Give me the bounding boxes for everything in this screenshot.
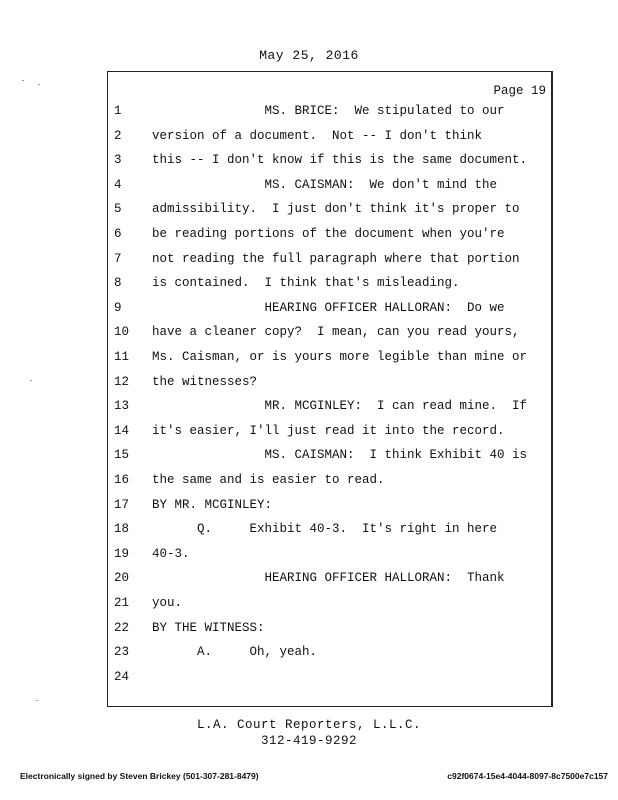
page-number: Page 19 (493, 84, 546, 98)
line-text: BY MR. MCGINLEY: (152, 497, 273, 512)
line-number: 5 (114, 202, 122, 217)
line-number: 6 (114, 227, 122, 241)
transcript-line (0, 498, 618, 522)
scan-speck (38, 84, 40, 85)
transcript-line (0, 596, 618, 620)
transcript-line (0, 301, 618, 325)
transcript-line (0, 202, 618, 226)
transcript-line (0, 399, 618, 423)
transcript-line (0, 424, 618, 448)
line-text: the same and is easier to read. (152, 473, 385, 487)
line-text: have a cleaner copy? I mean, can you read yours, (152, 325, 520, 340)
line-text: HEARING OFFICER HALLORAN: Thank (152, 571, 505, 586)
line-text: MS. CAISMAN: I think Exhibit 40 is (152, 448, 528, 463)
line-number: 8 (114, 276, 122, 291)
line-number: 19 (114, 546, 130, 561)
line-number: 7 (114, 251, 122, 266)
line-number: 3 (114, 153, 122, 168)
line-number: 10 (114, 325, 130, 340)
line-text: MS. CAISMAN: We don't mind the (152, 177, 498, 192)
line-number: 12 (114, 374, 130, 389)
transcript-line (0, 178, 618, 202)
document-id: c92f0674-15e4-4044-8097-8c7500e7c157 (447, 771, 608, 781)
transcript-line (0, 621, 618, 645)
line-number: 9 (114, 300, 122, 315)
line-number: 23 (114, 645, 130, 660)
line-text: be reading portions of the document when you're (152, 227, 505, 241)
scan-speck (30, 380, 32, 381)
transcript-line (0, 153, 618, 177)
transcript-line (0, 325, 618, 349)
transcript-line (0, 448, 618, 472)
transcript-line (0, 522, 618, 546)
line-text: the witnesses? (152, 374, 258, 389)
transcript-line (0, 276, 618, 300)
line-number: 18 (114, 522, 130, 537)
line-text: not reading the full paragraph where that portion (152, 251, 520, 266)
line-number: 15 (114, 448, 130, 463)
line-number: 2 (114, 128, 122, 143)
line-number: 11 (114, 350, 130, 364)
line-number: 20 (114, 571, 130, 586)
transcript-line (0, 645, 618, 669)
line-text: admissibility. I just don't think it's proper to (152, 202, 520, 217)
transcript-line (0, 129, 618, 153)
transcript-line (0, 571, 618, 595)
line-text: MS. BRICE: We stipulated to our (152, 104, 505, 118)
transcript-line (0, 104, 618, 128)
court-reporter-phone: 312-419-9292 (260, 734, 357, 748)
line-text: it's easier, I'll just read it into the record. (152, 423, 505, 438)
court-reporter-name: L.A. Court Reporters, L.L.C. (196, 718, 422, 732)
line-number: 24 (114, 669, 130, 684)
line-number: 1 (114, 104, 122, 118)
line-number: 4 (114, 177, 122, 192)
line-text: you. (152, 596, 183, 610)
electronic-signature: Electronically signed by Steven Brickey (501-307-281-8479) (20, 771, 259, 781)
line-number: 22 (114, 620, 130, 635)
line-text: this -- I don't know if this is the same document. (152, 153, 528, 168)
transcript-line (0, 252, 618, 276)
line-text: A. Oh, yeah. (152, 645, 318, 660)
line-number: 13 (114, 399, 130, 414)
line-text: is contained. I think that's misleading. (152, 276, 460, 291)
transcript-date: May 25, 2016 (259, 48, 359, 63)
line-text: MR. MCGINLEY: I can read mine. If (152, 399, 528, 414)
line-text: BY THE WITNESS: (152, 620, 265, 635)
line-text: Ms. Caisman, or is yours more legible than mine or (152, 350, 528, 364)
transcript-line (0, 375, 618, 399)
line-text: version of a document. Not -- I don't think (152, 128, 483, 143)
line-text: Q. Exhibit 40-3. It's right in here (152, 522, 498, 537)
transcript-line (0, 670, 618, 694)
line-text: HEARING OFFICER HALLORAN: Do we (152, 300, 505, 315)
line-number: 21 (114, 596, 130, 610)
transcript-line (0, 473, 618, 497)
scan-speck (22, 80, 24, 81)
scan-speck (36, 700, 38, 701)
transcript-line (0, 350, 618, 374)
transcript-line (0, 547, 618, 571)
line-number: 16 (114, 473, 130, 487)
transcript-line (0, 227, 618, 251)
line-number: 17 (114, 497, 130, 512)
line-text: 40-3. (152, 546, 190, 561)
line-number: 14 (114, 423, 130, 438)
